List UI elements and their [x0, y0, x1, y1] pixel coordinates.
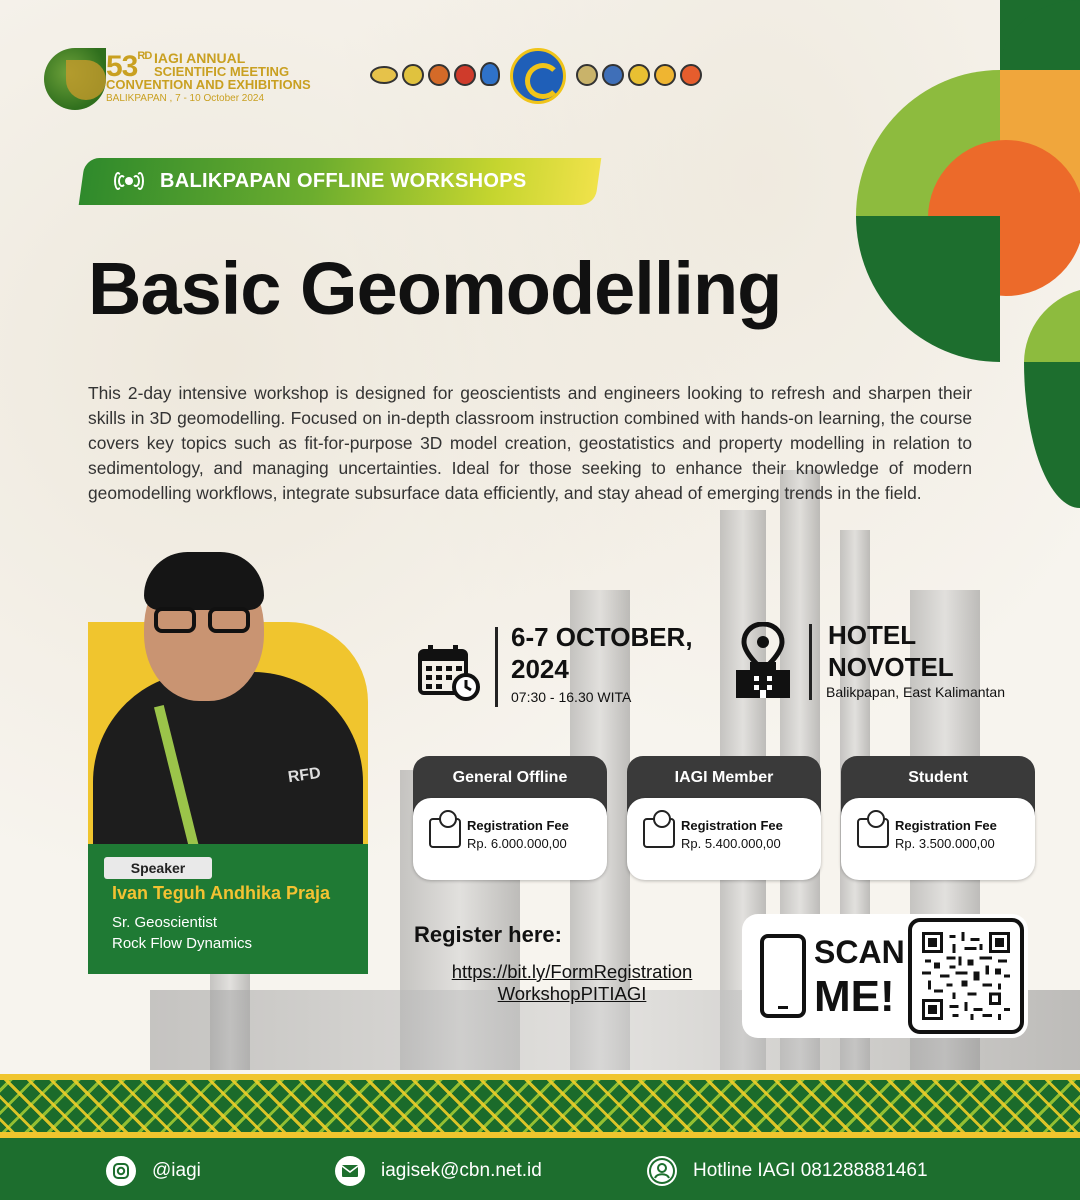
event-logo	[44, 44, 311, 114]
partner-logo-7	[602, 64, 624, 86]
fee-category: Student	[841, 756, 1035, 816]
scan-me-label: ME!	[814, 972, 895, 1021]
fee-card-general	[413, 756, 607, 880]
venue-divider	[809, 624, 812, 700]
page-title: Basic Geomodelling	[88, 247, 782, 330]
fee-amount: Rp. 5.400.000,00	[681, 836, 781, 851]
scan-label: SCAN	[814, 934, 905, 970]
workshop-description: This 2-day intensive workshop is designed for geoscientists and engineers looking to refresh and sharpen their skills in 3D geomodelling. Focused on in-depth classroom instruction combined with hands-on learning, the course covers key topics such as fit-for-purpose 3D model creation, geostatistics and property modelling in relation to sedimentology, and managing uncertainties. Ideal for those seeking to enhance their knowledge of modern geomodelling workflows, integrate subsurface data efficiently, and stay ahead of emerging trends in the field.	[88, 383, 972, 503]
partner-logo-2	[402, 64, 424, 86]
partner-logo-5	[480, 62, 500, 86]
wallet-icon	[643, 818, 675, 848]
iagi-logo	[510, 48, 566, 104]
fee-category: General Offline	[413, 756, 607, 816]
phone-icon	[760, 934, 806, 1018]
event-logo-line1: IAGI ANNUAL	[154, 50, 246, 66]
speaker-role: Sr. Geoscientist	[112, 914, 218, 931]
qr-code-pattern	[922, 932, 1010, 1020]
broadcast-icon	[114, 168, 144, 194]
partner-logo-3	[428, 64, 450, 86]
partner-logo-10	[680, 64, 702, 86]
wallet-icon	[429, 818, 461, 848]
speaker-photo	[88, 552, 368, 852]
instagram-handle: @iagi	[152, 1160, 201, 1181]
leaf-accent	[66, 60, 106, 100]
workshop-banner-content	[114, 168, 527, 194]
venue-city: Balikpapan, East Kalimantan	[826, 684, 1005, 700]
partner-logo-6	[576, 64, 598, 86]
shirt-logo: RFD	[286, 764, 322, 787]
user-icon	[647, 1156, 677, 1186]
speaker-tag: Speaker	[104, 857, 212, 879]
registration-link[interactable]: https://bit.ly/FormRegistration WorkshopPITIAGI	[451, 961, 693, 1004]
event-logo-date: BALIKPAPAN , 7 - 10 October 2024	[106, 93, 265, 104]
partner-logo-1	[370, 66, 398, 84]
fee-label: Registration Fee	[895, 818, 997, 833]
fee-category: IAGI Member	[627, 756, 821, 816]
banner-label: BALIKPAPAN OFFLINE WORKSHOPS	[160, 169, 527, 192]
date-divider	[495, 627, 498, 707]
footer-instagram[interactable]	[106, 1156, 201, 1186]
calendar-clock-icon	[418, 645, 480, 701]
partner-logo-8	[628, 64, 650, 86]
mail-icon	[335, 1156, 365, 1186]
hotel-location-icon	[734, 622, 792, 700]
register-title: Register here:	[414, 922, 562, 947]
instagram-icon	[106, 1156, 136, 1186]
partner-logo-9	[654, 64, 676, 86]
pattern-band-top	[0, 1074, 1080, 1080]
fee-amount: Rp. 6.000.000,00	[467, 836, 567, 851]
event-time: 07:30 - 16.30 WITA	[511, 689, 632, 705]
qr-code[interactable]	[908, 918, 1024, 1034]
fee-amount: Rp. 3.500.000,00	[895, 836, 995, 851]
footer-hotline[interactable]	[647, 1156, 928, 1186]
partner-logo-4	[454, 64, 476, 86]
email-address: iagisek@cbn.net.id	[381, 1160, 542, 1181]
fee-label: Registration Fee	[681, 818, 783, 833]
fee-label: Registration Fee	[467, 818, 569, 833]
event-number: 53RD	[106, 50, 152, 83]
fee-card-student	[841, 756, 1035, 880]
partner-logos	[370, 48, 710, 108]
footer-email[interactable]	[335, 1156, 542, 1186]
speaker-organization: Rock Flow Dynamics	[112, 935, 253, 952]
fee-card-member	[627, 756, 821, 880]
event-logo-line3: CONVENTION AND EXHIBITIONS	[106, 77, 311, 92]
event-logo-line2: SCIENTIFIC MEETING	[154, 64, 290, 79]
venue-name: HOTEL NOVOTEL	[828, 620, 954, 682]
wallet-icon	[857, 818, 889, 848]
hotline-number: Hotline IAGI 081288881461	[693, 1160, 928, 1181]
speaker-name: Ivan Teguh Andhika Praja	[112, 883, 331, 903]
event-date: 6-7 OCTOBER, 2024	[511, 622, 693, 684]
